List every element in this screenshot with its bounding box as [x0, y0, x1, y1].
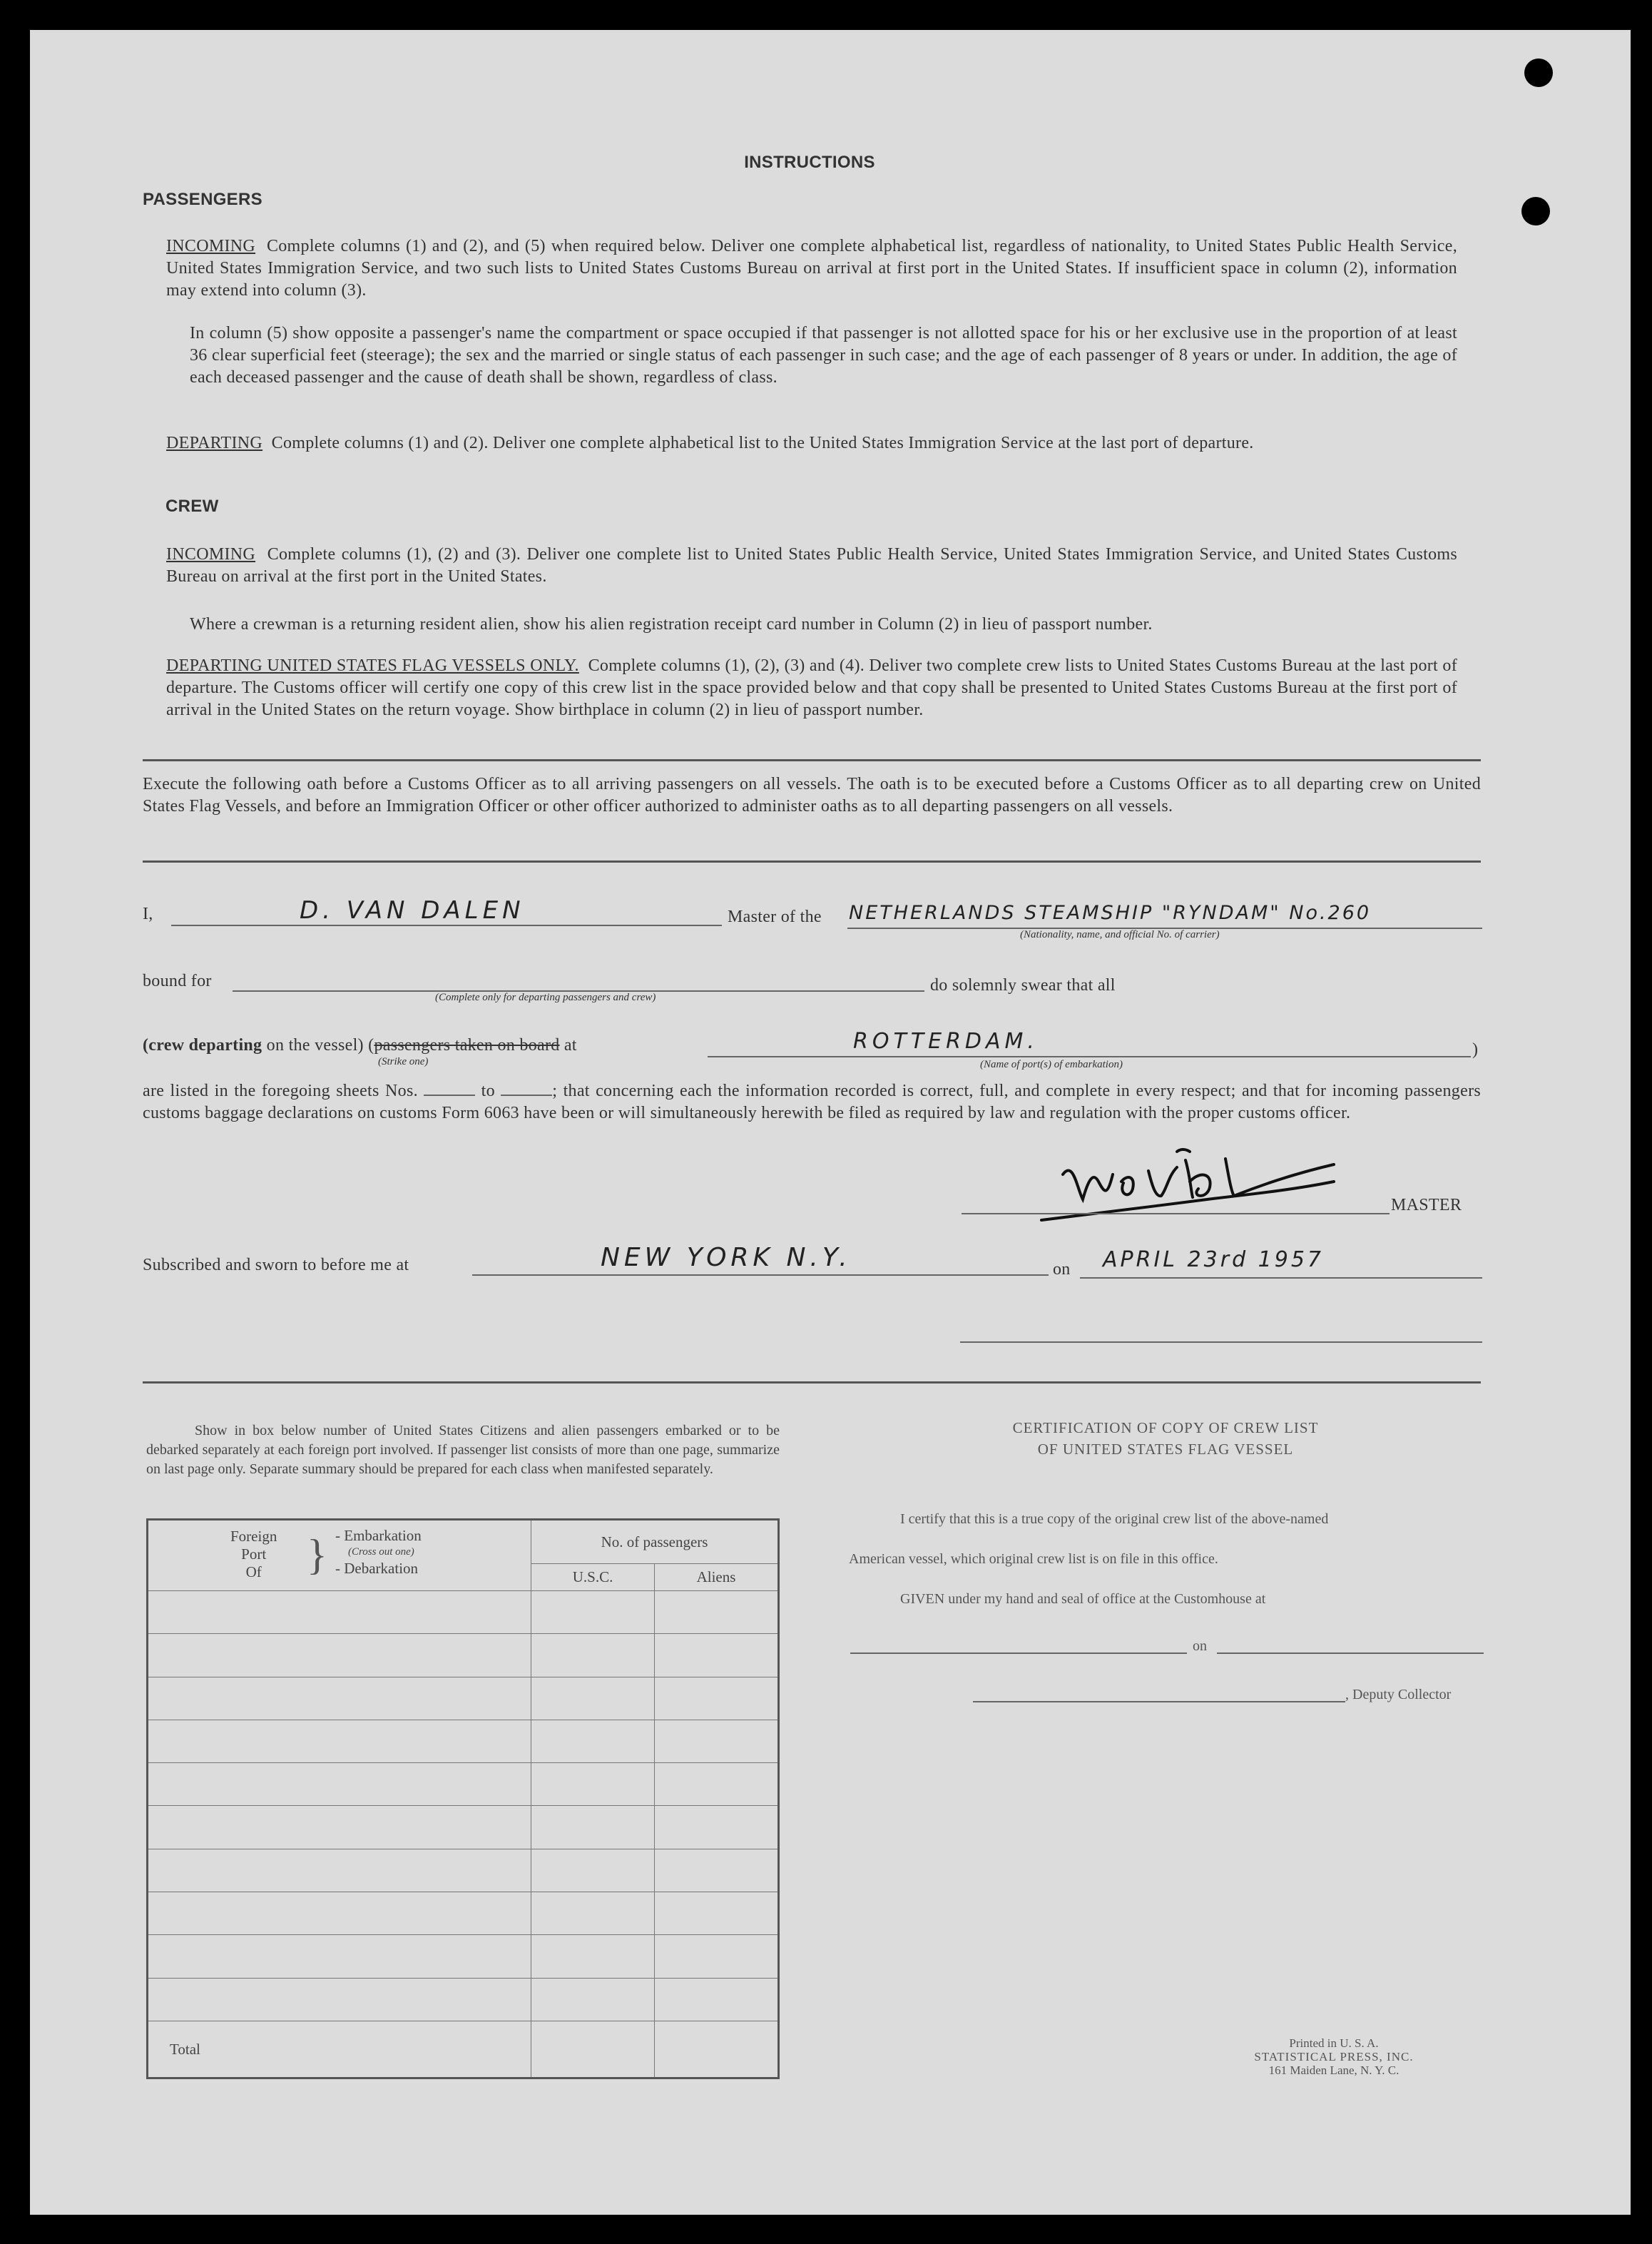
customhouse-line[interactable]: [850, 1652, 1187, 1654]
sworn-place-line: [472, 1274, 1049, 1276]
aliens-cell[interactable]: [655, 1591, 779, 1634]
crew-incoming-paragraph: [166, 544, 1457, 588]
printer-line-2: STATISTICAL PRESS, INC.: [1254, 2050, 1414, 2063]
passengers-departing-label: DEPARTING: [166, 434, 263, 452]
passenger-summary-table: [146, 1518, 780, 2079]
certification-title-1: CERTIFICATION OF COPY OF CREW LIST: [1012, 1419, 1319, 1436]
sworn-on-label: on: [1053, 1260, 1071, 1279]
master-label: MASTER: [1391, 1196, 1462, 1214]
usc-cell[interactable]: [531, 1978, 655, 2021]
divider: [143, 759, 1481, 761]
passengers-incoming-paragraph: [166, 235, 1457, 302]
aliens-cell[interactable]: [655, 1806, 779, 1849]
master-of-label: Master of the: [728, 908, 822, 926]
swear-text: do solemnly swear that all: [930, 976, 1116, 995]
no-passengers-header: No. of passengers: [531, 1520, 779, 1564]
sheet-to-field[interactable]: [501, 1082, 552, 1096]
passengers-title: PASSENGERS: [143, 190, 262, 209]
aliens-cell[interactable]: [655, 1892, 779, 1935]
sheet-from-field[interactable]: [424, 1082, 475, 1096]
usc-header: U.S.C.: [531, 1564, 655, 1591]
passengers-incoming-label: INCOMING: [166, 237, 256, 255]
aliens-header: Aliens: [655, 1564, 779, 1591]
usc-cell[interactable]: [531, 1677, 655, 1720]
port-cell[interactable]: [148, 1935, 531, 1978]
port-cell[interactable]: [148, 1634, 531, 1677]
officer-signature-line[interactable]: [960, 1341, 1482, 1343]
certify-text-2: American vessel, which original crew list is on file in this office.: [849, 1551, 1218, 1567]
divider: [143, 860, 1481, 863]
oath-intro: Execute the following oath before a Customs Officer as to all arriving passengers on all vessels. The oath is to be executed before a Customs Officer as to all departing crew on United States Flag Vessels, and before an Immigration Officer or other officer authorized to administer oaths as to all departing passengers on all vessels.: [143, 775, 1481, 816]
passengers-departing-text: Complete columns (1) and (2). Deliver one complete alphabetical list to the United States Immigration Service at the last port of departure.: [271, 434, 1254, 452]
master-signature-line: [962, 1213, 1390, 1214]
instructions-heading: INSTRUCTIONS: [744, 153, 875, 172]
certification-title-2: OF UNITED STATES FLAG VESSEL: [1037, 1441, 1294, 1458]
port-cell[interactable]: [148, 1892, 531, 1935]
usc-total-cell[interactable]: [531, 2021, 655, 2078]
usc-cell[interactable]: [531, 1849, 655, 1892]
printer-line-3: 161 Maiden Lane, N. Y. C.: [1268, 2063, 1399, 2077]
passengers-incoming-text: Complete columns (1) and (2), and (5) when required below. Deliver one complete alphabetical list, regardless of nationality, to United States Public Health Service, United States Immigration Service, and two such lists to United States Customs Bureau on arrival at first port in the United States. If insufficient space in column (2), information may extend into column (3).: [166, 237, 1457, 300]
crew-departing-option: (crew departing: [143, 1036, 262, 1055]
port-cell[interactable]: [148, 1677, 531, 1720]
port-label: Port: [241, 1545, 267, 1563]
aliens-cell[interactable]: [655, 1978, 779, 2021]
given-text: GIVEN under my hand and seal of office at the Customhouse at: [900, 1591, 1266, 1607]
printer-imprint: [1227, 2036, 1441, 2077]
port-field[interactable]: ROTTERDAM.: [853, 1029, 1039, 1054]
master-name-field[interactable]: D. VAN DALEN: [300, 896, 525, 925]
usc-cell[interactable]: [531, 1634, 655, 1677]
port-cell[interactable]: [148, 1763, 531, 1806]
divider: [143, 1381, 1481, 1384]
foreign-label: Foreign: [230, 1528, 277, 1545]
aliens-cell[interactable]: [655, 1935, 779, 1978]
crew-departing-text: Complete columns (1), (2), (3) and (4). Deliver two complete crew lists to United States Customs Bureau at the last port of departure. The Customs officer will certify one copy of this crew list in the space provided below and that copy shall be presented to United States Customs Bureau at the first port of arrival in the United States on the return voyage. Show birthplace in column (2) in lieu of passport number.: [166, 656, 1457, 719]
paren-close: ): [1472, 1040, 1479, 1059]
passengers-column5-paragraph: In column (5) show opposite a passenger's name the compartment or space occupied if that passenger is not allotted space for his or her exclusive use in the proportion of at least 36 clear superficial feet (steerage); the sex and the married or single status of each passenger in such case; and the age of each passenger of 8 years or under. In addition, the age of each deceased passenger and the cause of death shall be shown, regardless of class.: [190, 324, 1457, 387]
crew-incoming-label: INCOMING: [166, 545, 256, 564]
aliens-cell[interactable]: [655, 1720, 779, 1762]
cert-on-label: on: [1193, 1638, 1207, 1654]
aliens-cell[interactable]: [655, 1677, 779, 1720]
usc-cell[interactable]: [531, 1591, 655, 1634]
summary-instructions: Show in box below number of United States Citizens and alien passengers embarked or to be debarked separately at each foreign port involved. If passenger list consists of more than one page, summarize on last page only. Separate summary should be prepared for each class when manifested separately.: [146, 1423, 780, 1477]
aliens-cell[interactable]: [655, 1849, 779, 1892]
vessel-field[interactable]: NETHERLANDS STEAMSHIP "RYNDAM" No.260: [849, 902, 1372, 924]
usc-cell[interactable]: [531, 1892, 655, 1935]
listed-paragraph: [143, 1080, 1481, 1124]
port-cell[interactable]: [148, 1591, 531, 1634]
total-label: Total: [148, 2021, 531, 2078]
deputy-collector-label: , Deputy Collector: [1345, 1687, 1452, 1702]
crew-incoming-text: Complete columns (1), (2) and (3). Deliver one complete list to United States Public Health Service, United States Immigration Service, and United States Customs Bureau on arrival at the first port in the United States.: [166, 545, 1457, 586]
strike-caption: (Strike one): [378, 1056, 429, 1067]
port-cell[interactable]: [148, 1978, 531, 2021]
passengers-option-struck: passengers taken on board: [374, 1036, 560, 1055]
foreign-port-header: Foreign Port Of } - Embarkation (Cross out one) - Debarkation: [148, 1520, 531, 1591]
subscribed-label: Subscribed and sworn to before me at: [143, 1256, 409, 1274]
passengers-departing-paragraph: [166, 432, 1457, 455]
punch-hole: [1521, 197, 1550, 225]
deputy-signature-line[interactable]: [973, 1701, 1345, 1702]
usc-cell[interactable]: [531, 1806, 655, 1849]
crew-passengers-line: [143, 1035, 577, 1057]
paren-open: (: [368, 1036, 374, 1055]
bound-for-label: bound for: [143, 972, 212, 990]
usc-cell[interactable]: [531, 1720, 655, 1762]
certification-title: [849, 1417, 1482, 1460]
aliens-total-cell[interactable]: [655, 2021, 779, 2078]
listed-to: to: [481, 1082, 495, 1100]
port-cell[interactable]: [148, 1849, 531, 1892]
port-cell[interactable]: [148, 1720, 531, 1762]
cross-out-caption: (Cross out one): [348, 1546, 414, 1558]
port-cell[interactable]: [148, 1806, 531, 1849]
cert-date-line[interactable]: [1217, 1652, 1484, 1654]
sworn-place-field[interactable]: NEW YORK N.Y.: [601, 1243, 852, 1272]
aliens-cell[interactable]: [655, 1763, 779, 1806]
sworn-date-line: [1080, 1277, 1482, 1279]
vessel-caption: (Nationality, name, and official No. of carrier): [1020, 929, 1220, 940]
certify-text-1: I certify that this is a true copy of the original crew list of the above-named: [900, 1511, 1329, 1527]
embarkation-label: - Embarkation: [335, 1527, 422, 1544]
crew-departing-paragraph: [166, 655, 1457, 721]
sworn-date-field[interactable]: APRIL 23rd 1957: [1103, 1247, 1324, 1272]
debarkation-label: - Debarkation: [335, 1560, 419, 1577]
aliens-cell[interactable]: [655, 1634, 779, 1677]
listed-text-2: ; that concerning each the information recorded is correct, full, and complete in every respect; and that for incoming passengers customs baggage declarations on customs Form 6063 have been or will simultaneously herewith be filed as required by law and regulation with the proper customs officer.: [143, 1082, 1481, 1122]
of-label: Of: [245, 1563, 262, 1580]
bound-for-caption: (Complete only for departing passengers and crew): [435, 992, 656, 1003]
printer-line-1: Printed in U. S. A.: [1289, 2036, 1379, 2050]
usc-cell[interactable]: [531, 1763, 655, 1806]
port-line: [708, 1056, 1471, 1057]
master-name-line: [171, 925, 722, 926]
usc-cell[interactable]: [531, 1935, 655, 1978]
punch-hole: [1524, 59, 1553, 87]
master-signature: [999, 1132, 1398, 1232]
crew-title: CREW: [165, 497, 219, 516]
crew-departing-label: DEPARTING UNITED STATES FLAG VESSELS ONLY.: [166, 656, 579, 675]
oath-i-label: I,: [143, 905, 153, 923]
port-caption: (Name of port(s) of embarkation): [980, 1059, 1123, 1070]
listed-text-1: are listed in the foregoing sheets Nos.: [143, 1082, 418, 1100]
on-vessel-text: on the vessel): [266, 1036, 364, 1055]
at-label: at: [564, 1036, 577, 1055]
crew-resident-paragraph: Where a crewman is a returning resident alien, show his alien registration receipt card number in Column (2) in lieu of passport number.: [190, 615, 1153, 634]
